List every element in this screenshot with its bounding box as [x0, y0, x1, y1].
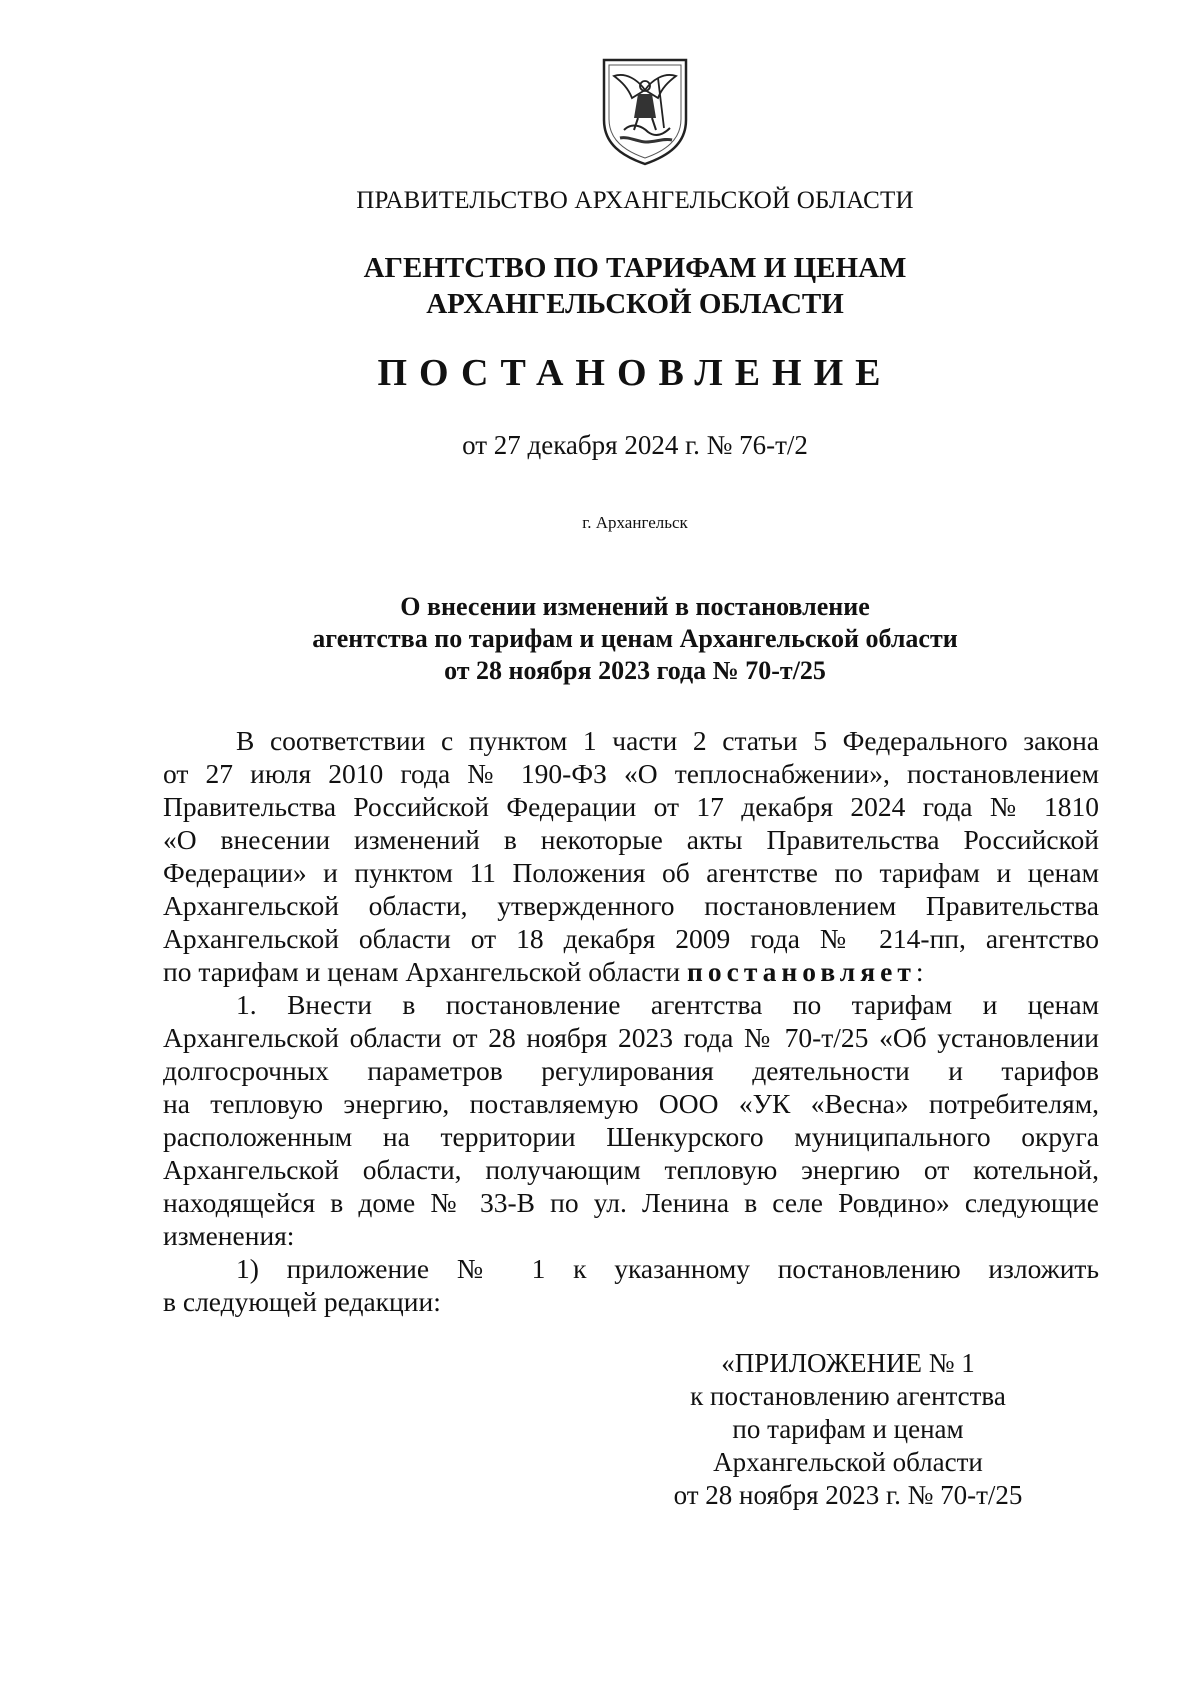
- body-line: находящейся в доме № 33-В по ул. Ленина в селе Ровдино» следующие: [163, 1187, 1099, 1218]
- subject-line1: О внесении изменений в постановление: [400, 592, 870, 621]
- body-line: изменения:: [163, 1220, 295, 1251]
- agency-title-line2: АРХАНГЕЛЬСКОЙ ОБЛАСТИ: [426, 288, 844, 320]
- appendix-line: Архангельской области: [713, 1447, 983, 1477]
- body-line-suffix: :: [915, 956, 924, 987]
- body-line: в следующей редакции:: [163, 1286, 441, 1317]
- appendix-heading: [668, 1347, 1028, 1512]
- body-line: долгосрочных параметров регулирования деятельности и тарифов: [163, 1055, 1099, 1086]
- subject-line2: агентства по тарифам и ценам Архангельской области: [312, 624, 958, 653]
- subject-line3: от 28 ноября 2023 года № 70-т/25: [444, 656, 826, 685]
- document-body: [163, 724, 1099, 1318]
- body-line: 1) приложение № 1 к указанному постановлению изложить: [236, 1253, 1099, 1284]
- appendix-line: «ПРИЛОЖЕНИЕ № 1: [721, 1348, 975, 1378]
- document-city: г. Архангельск: [582, 513, 688, 532]
- document-date-number: от 27 декабря 2024 г. № 76-т/2: [462, 430, 808, 460]
- body-line: [163, 955, 1099, 988]
- body-line-prefix: по тарифам и ценам Архангельской области: [163, 956, 688, 987]
- body-line: Архангельской области, получающим тепловую энергию от котельной,: [163, 1154, 1099, 1185]
- body-line: Архангельской области от 28 ноября 2023 года № 70-т/25 «Об установлении: [163, 1022, 1099, 1053]
- body-line: Архангельской области от 18 декабря 2009 года № 214-пп, агентство: [163, 923, 1099, 954]
- agency-title-line1: АГЕНТСТВО ПО ТАРИФАМ И ЦЕНАМ: [363, 252, 907, 284]
- decree-keyword: постановляет: [687, 956, 916, 987]
- body-line: 1. Внести в постановление агентства по тарифам и ценам: [236, 989, 1099, 1020]
- appendix-line: от 28 ноября 2023 г. № 70-т/25: [673, 1480, 1023, 1510]
- document-type-heading: ПОСТАНОВЛЕНИЕ: [377, 352, 893, 394]
- coat-of-arms-icon: [598, 56, 692, 168]
- body-line: Федерации» и пунктом 11 Положения об агентстве по тарифам и ценам: [163, 857, 1099, 888]
- body-line: «О внесении изменений в некоторые акты Правительства Российской: [163, 824, 1099, 855]
- body-line: от 27 июля 2010 года № 190-ФЗ «О теплоснабжении», постановлением: [163, 758, 1099, 789]
- body-line: В соответствии с пунктом 1 части 2 статьи 5 Федерального закона: [236, 725, 1099, 756]
- body-line: расположенным на территории Шенкурского муниципального округа: [163, 1121, 1099, 1152]
- appendix-line: по тарифам и ценам: [732, 1414, 964, 1444]
- appendix-line: к постановлению агентства: [690, 1381, 1006, 1411]
- body-line: Правительства Российской Федерации от 17 декабря 2024 года № 1810: [163, 791, 1099, 822]
- body-line: на тепловую энергию, поставляемую ООО «УК «Весна» потребителям,: [163, 1088, 1099, 1119]
- body-line: Архангельской области, утвержденного постановлением Правительства: [163, 890, 1099, 921]
- government-title: ПРАВИТЕЛЬСТВО АРХАНГЕЛЬСКОЙ ОБЛАСТИ: [356, 187, 914, 214]
